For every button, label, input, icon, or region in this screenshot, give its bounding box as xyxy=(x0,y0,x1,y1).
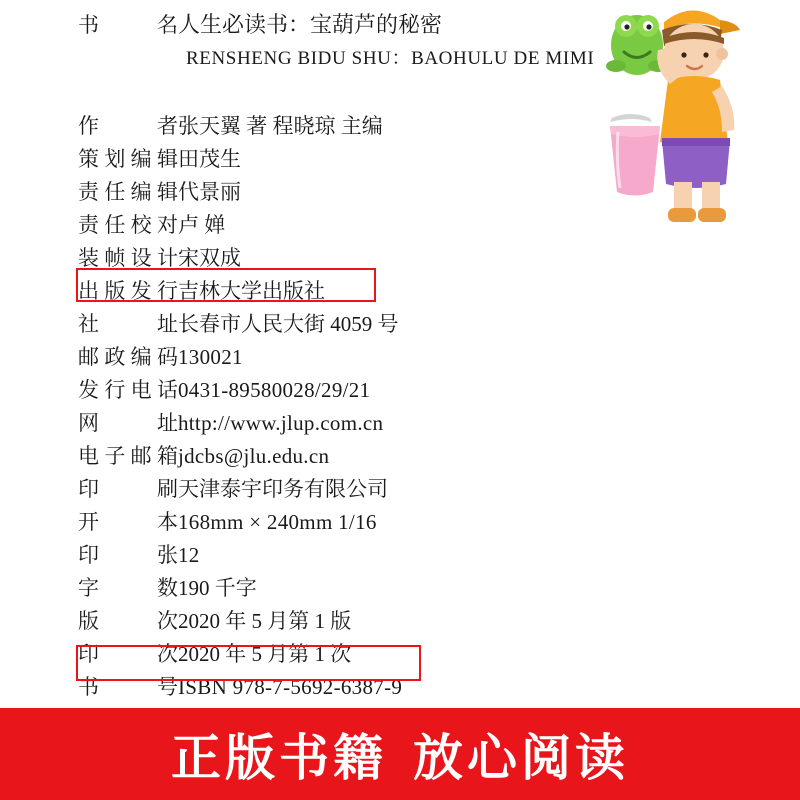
row-address-label: 社 址 xyxy=(78,312,178,336)
row-impression-value: 2020 年 5 月第 1 次 xyxy=(178,642,352,666)
banner-text-right: 放心阅读 xyxy=(413,729,629,787)
row-cover-design-value: 宋双成 xyxy=(178,246,241,270)
row-wordcount xyxy=(78,572,698,605)
row-edition xyxy=(78,605,698,638)
row-postcode xyxy=(78,341,698,374)
row-postcode-value: 130021 xyxy=(178,345,243,369)
row-proofreader-label: 责任校对 xyxy=(78,213,178,237)
row-cover-design xyxy=(78,242,698,275)
row-website xyxy=(78,407,698,440)
row-publisher-value: 吉林大学出版社 xyxy=(178,279,325,303)
book-title-value: 人生必读书：宝葫芦的秘密 xyxy=(178,12,443,37)
row-publisher-label: 出版发行 xyxy=(78,279,178,303)
row-sheets-value: 12 xyxy=(178,543,200,567)
row-responsible-editor-value: 代景丽 xyxy=(178,180,241,204)
boy-with-bucket-illustration xyxy=(602,0,782,240)
row-website-label: 网 址 xyxy=(78,411,178,435)
book-title-pinyin: RENSHENG BIDU SHU：BAOHULU DE MIMI xyxy=(186,48,595,69)
row-format-label: 开 本 xyxy=(78,510,178,534)
row-email-value: jdcbs@jlu.edu.cn xyxy=(178,444,330,468)
row-sheets-label: 印 张 xyxy=(78,543,178,567)
row-wordcount-value: 190 千字 xyxy=(178,576,257,600)
row-edition-label: 版 次 xyxy=(78,609,178,633)
row-email xyxy=(78,440,698,473)
row-address-value: 长春市人民大街 4059 号 xyxy=(178,312,399,336)
row-author-label: 作 者 xyxy=(78,114,178,138)
row-format-value: 168mm × 240mm 1/16 xyxy=(178,510,377,534)
row-planning-editor-label: 策划编辑 xyxy=(78,147,178,171)
row-publisher xyxy=(78,275,698,308)
row-isbn-value: ISBN 978-7-5692-6387-9 xyxy=(178,675,403,699)
row-printer-label: 印 刷 xyxy=(78,477,178,501)
row-isbn-label: 书 号 xyxy=(78,675,178,699)
row-impression xyxy=(78,638,698,671)
row-edition-value: 2020 年 5 月第 1 版 xyxy=(178,609,352,633)
row-format xyxy=(78,506,698,539)
row-cover-design-label: 装帧设计 xyxy=(78,246,178,270)
row-isbn xyxy=(78,671,698,704)
row-phone xyxy=(78,374,698,407)
row-responsible-editor-label: 责任编辑 xyxy=(78,180,178,204)
row-planning-editor-value: 田茂生 xyxy=(178,147,241,171)
row-impression-label: 印 次 xyxy=(78,642,178,666)
row-postcode-label: 邮政编码 xyxy=(78,345,178,369)
row-phone-value: 0431-89580028/29/21 xyxy=(178,378,371,402)
row-proofreader-value: 卢 婵 xyxy=(178,213,226,237)
row-sheets xyxy=(78,539,698,572)
row-phone-label: 发行电话 xyxy=(78,378,178,402)
book-title-label: 书 名 xyxy=(78,13,178,37)
banner-text xyxy=(171,718,629,790)
row-wordcount-label: 字 数 xyxy=(78,576,178,600)
row-email-label: 电子邮箱 xyxy=(78,444,178,468)
row-printer xyxy=(78,473,698,506)
row-website-value: http://www.jlup.com.cn xyxy=(178,411,384,435)
row-author-value: 张天翼 著 程晓琼 主编 xyxy=(178,114,383,138)
row-printer-value: 天津泰宇印务有限公司 xyxy=(178,477,388,501)
banner-text-left: 正版书籍 xyxy=(171,729,387,787)
bucket-icon xyxy=(610,114,660,196)
boy-figure xyxy=(657,10,740,222)
bottom-red-banner xyxy=(0,708,800,800)
row-address xyxy=(78,308,698,341)
